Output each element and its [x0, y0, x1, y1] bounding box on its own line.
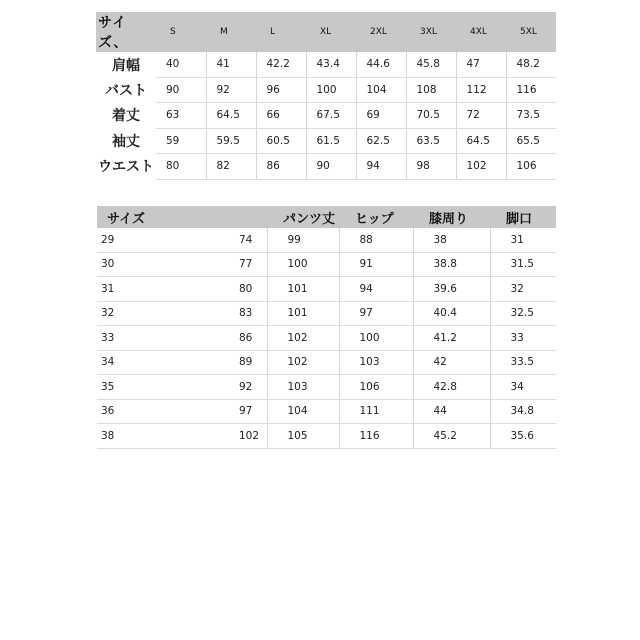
table-cell: 96 — [256, 77, 306, 103]
pants-size-table — [97, 206, 556, 449]
table-cell: 83 — [219, 301, 267, 326]
row-label: ウエスト — [98, 159, 154, 176]
table-row — [97, 301, 556, 326]
pants-header-size: サイズ — [97, 206, 219, 228]
table-cell: 112 — [456, 77, 506, 103]
table-cell: 100 — [306, 77, 356, 103]
table-cell: 72 — [456, 103, 506, 129]
table-cell: 102 — [219, 424, 267, 449]
row-label: バスト — [105, 82, 147, 99]
table-cell: 97 — [219, 399, 267, 424]
table-cell: 64.5 — [206, 103, 256, 129]
table-cell: 116 — [339, 424, 413, 449]
table-cell: 104 — [267, 399, 339, 424]
table-cell: 47 — [456, 52, 506, 77]
table-cell: 32 — [97, 301, 219, 326]
table-cell: 33 — [490, 326, 556, 351]
tops-row-sleeve — [96, 128, 556, 154]
table-cell: 29 — [97, 228, 219, 252]
table-cell: 102 — [456, 154, 506, 180]
table-cell: 59 — [156, 128, 206, 154]
table-cell: 65.5 — [506, 128, 556, 154]
table-cell: 38 — [97, 424, 219, 449]
table-cell: 41 — [206, 52, 256, 77]
table-cell: 44 — [413, 399, 490, 424]
table-cell: 30 — [97, 252, 219, 277]
table-cell: 59.5 — [206, 128, 256, 154]
row-label: 肩幅 — [112, 57, 140, 74]
table-cell: 63.5 — [406, 128, 456, 154]
table-cell: 34 — [490, 375, 556, 400]
table-cell: 100 — [339, 326, 413, 351]
table-cell: 43.4 — [306, 52, 356, 77]
table-cell: 102 — [267, 350, 339, 375]
table-cell: 80 — [156, 154, 206, 180]
table-cell: 90 — [156, 77, 206, 103]
table-cell: 103 — [267, 375, 339, 400]
table-cell: 40.4 — [413, 301, 490, 326]
table-cell: 42.8 — [413, 375, 490, 400]
table-cell: 73.5 — [506, 103, 556, 129]
table-cell: 92 — [206, 77, 256, 103]
table-row — [97, 252, 556, 277]
table-row — [97, 399, 556, 424]
table-row — [97, 277, 556, 302]
table-cell: 41.2 — [413, 326, 490, 351]
table-cell: 33 — [97, 326, 219, 351]
table-cell: 45.8 — [406, 52, 456, 77]
table-cell: 39.6 — [413, 277, 490, 302]
table-cell: 100 — [267, 252, 339, 277]
table-cell: 31.5 — [490, 252, 556, 277]
tops-size-table — [96, 12, 556, 180]
tops-header-cell: 4XL — [456, 12, 506, 52]
table-cell: 67.5 — [306, 103, 356, 129]
table-cell: 31 — [97, 277, 219, 302]
table-cell: 32 — [490, 277, 556, 302]
table-cell: 104 — [356, 77, 406, 103]
table-cell: 82 — [206, 154, 256, 180]
table-cell: 35.6 — [490, 424, 556, 449]
pants-header-hip: ヒップ — [339, 206, 413, 228]
table-cell: 64.5 — [456, 128, 506, 154]
table-cell: 105 — [267, 424, 339, 449]
table-cell: 80 — [219, 277, 267, 302]
table-cell: 94 — [356, 154, 406, 180]
table-cell: 92 — [219, 375, 267, 400]
table-cell: 89 — [219, 350, 267, 375]
table-cell: 101 — [267, 301, 339, 326]
table-cell: 42.2 — [256, 52, 306, 77]
table-row — [97, 326, 556, 351]
tops-header-row — [96, 12, 556, 52]
table-cell: 42 — [413, 350, 490, 375]
table-cell: 66 — [256, 103, 306, 129]
table-cell: 44.6 — [356, 52, 406, 77]
table-cell: 38.8 — [413, 252, 490, 277]
table-cell: 31 — [490, 228, 556, 252]
table-cell: 38 — [413, 228, 490, 252]
table-cell: 61.5 — [306, 128, 356, 154]
tops-row-bust — [96, 77, 556, 103]
table-cell: 35 — [97, 375, 219, 400]
table-cell: 102 — [267, 326, 339, 351]
tops-row-length — [96, 103, 556, 129]
table-cell: 60.5 — [256, 128, 306, 154]
tops-header-cell: L — [256, 12, 306, 52]
pants-header-row — [97, 206, 556, 228]
table-cell: 94 — [339, 277, 413, 302]
table-cell: 98 — [406, 154, 456, 180]
table-cell: 48.2 — [506, 52, 556, 77]
table-cell: 106 — [506, 154, 556, 180]
table-row — [97, 375, 556, 400]
pants-header-knee: 膝周り — [413, 206, 490, 228]
pants-header-blank — [219, 206, 267, 228]
row-label: 袖丈 — [112, 133, 140, 150]
tops-header-cell: S — [156, 12, 206, 52]
table-cell: 101 — [267, 277, 339, 302]
table-cell: 74 — [219, 228, 267, 252]
table-cell: 86 — [219, 326, 267, 351]
table-cell: 40 — [156, 52, 206, 77]
table-cell: 108 — [406, 77, 456, 103]
table-cell: 34.8 — [490, 399, 556, 424]
table-cell: 62.5 — [356, 128, 406, 154]
pants-header-hem: 脚口 — [490, 206, 556, 228]
table-cell: 45.2 — [413, 424, 490, 449]
table-cell: 97 — [339, 301, 413, 326]
tops-header-size-label: サイズ、 — [96, 12, 156, 52]
tops-header-cell: M — [206, 12, 256, 52]
table-cell: 69 — [356, 103, 406, 129]
table-row — [97, 350, 556, 375]
table-cell: 86 — [256, 154, 306, 180]
table-cell: 88 — [339, 228, 413, 252]
table-cell: 77 — [219, 252, 267, 277]
table-cell: 103 — [339, 350, 413, 375]
table-cell: 70.5 — [406, 103, 456, 129]
table-cell: 99 — [267, 228, 339, 252]
table-cell: 36 — [97, 399, 219, 424]
table-cell: 32.5 — [490, 301, 556, 326]
table-cell: 63 — [156, 103, 206, 129]
row-label: 着丈 — [112, 108, 140, 125]
tops-header-cell: 2XL — [356, 12, 406, 52]
table-cell: 90 — [306, 154, 356, 180]
table-cell: 106 — [339, 375, 413, 400]
table-row — [97, 424, 556, 449]
tops-header-cell: 5XL — [506, 12, 556, 52]
tops-row-shoulder — [96, 52, 556, 77]
tops-header-cell: 3XL — [406, 12, 456, 52]
table-cell: 111 — [339, 399, 413, 424]
table-row — [97, 228, 556, 252]
table-cell: 91 — [339, 252, 413, 277]
tops-row-waist — [96, 154, 556, 180]
pants-header-length: パンツ丈 — [267, 206, 339, 228]
table-cell: 33.5 — [490, 350, 556, 375]
table-cell: 116 — [506, 77, 556, 103]
table-cell: 34 — [97, 350, 219, 375]
tops-header-cell: XL — [306, 12, 356, 52]
